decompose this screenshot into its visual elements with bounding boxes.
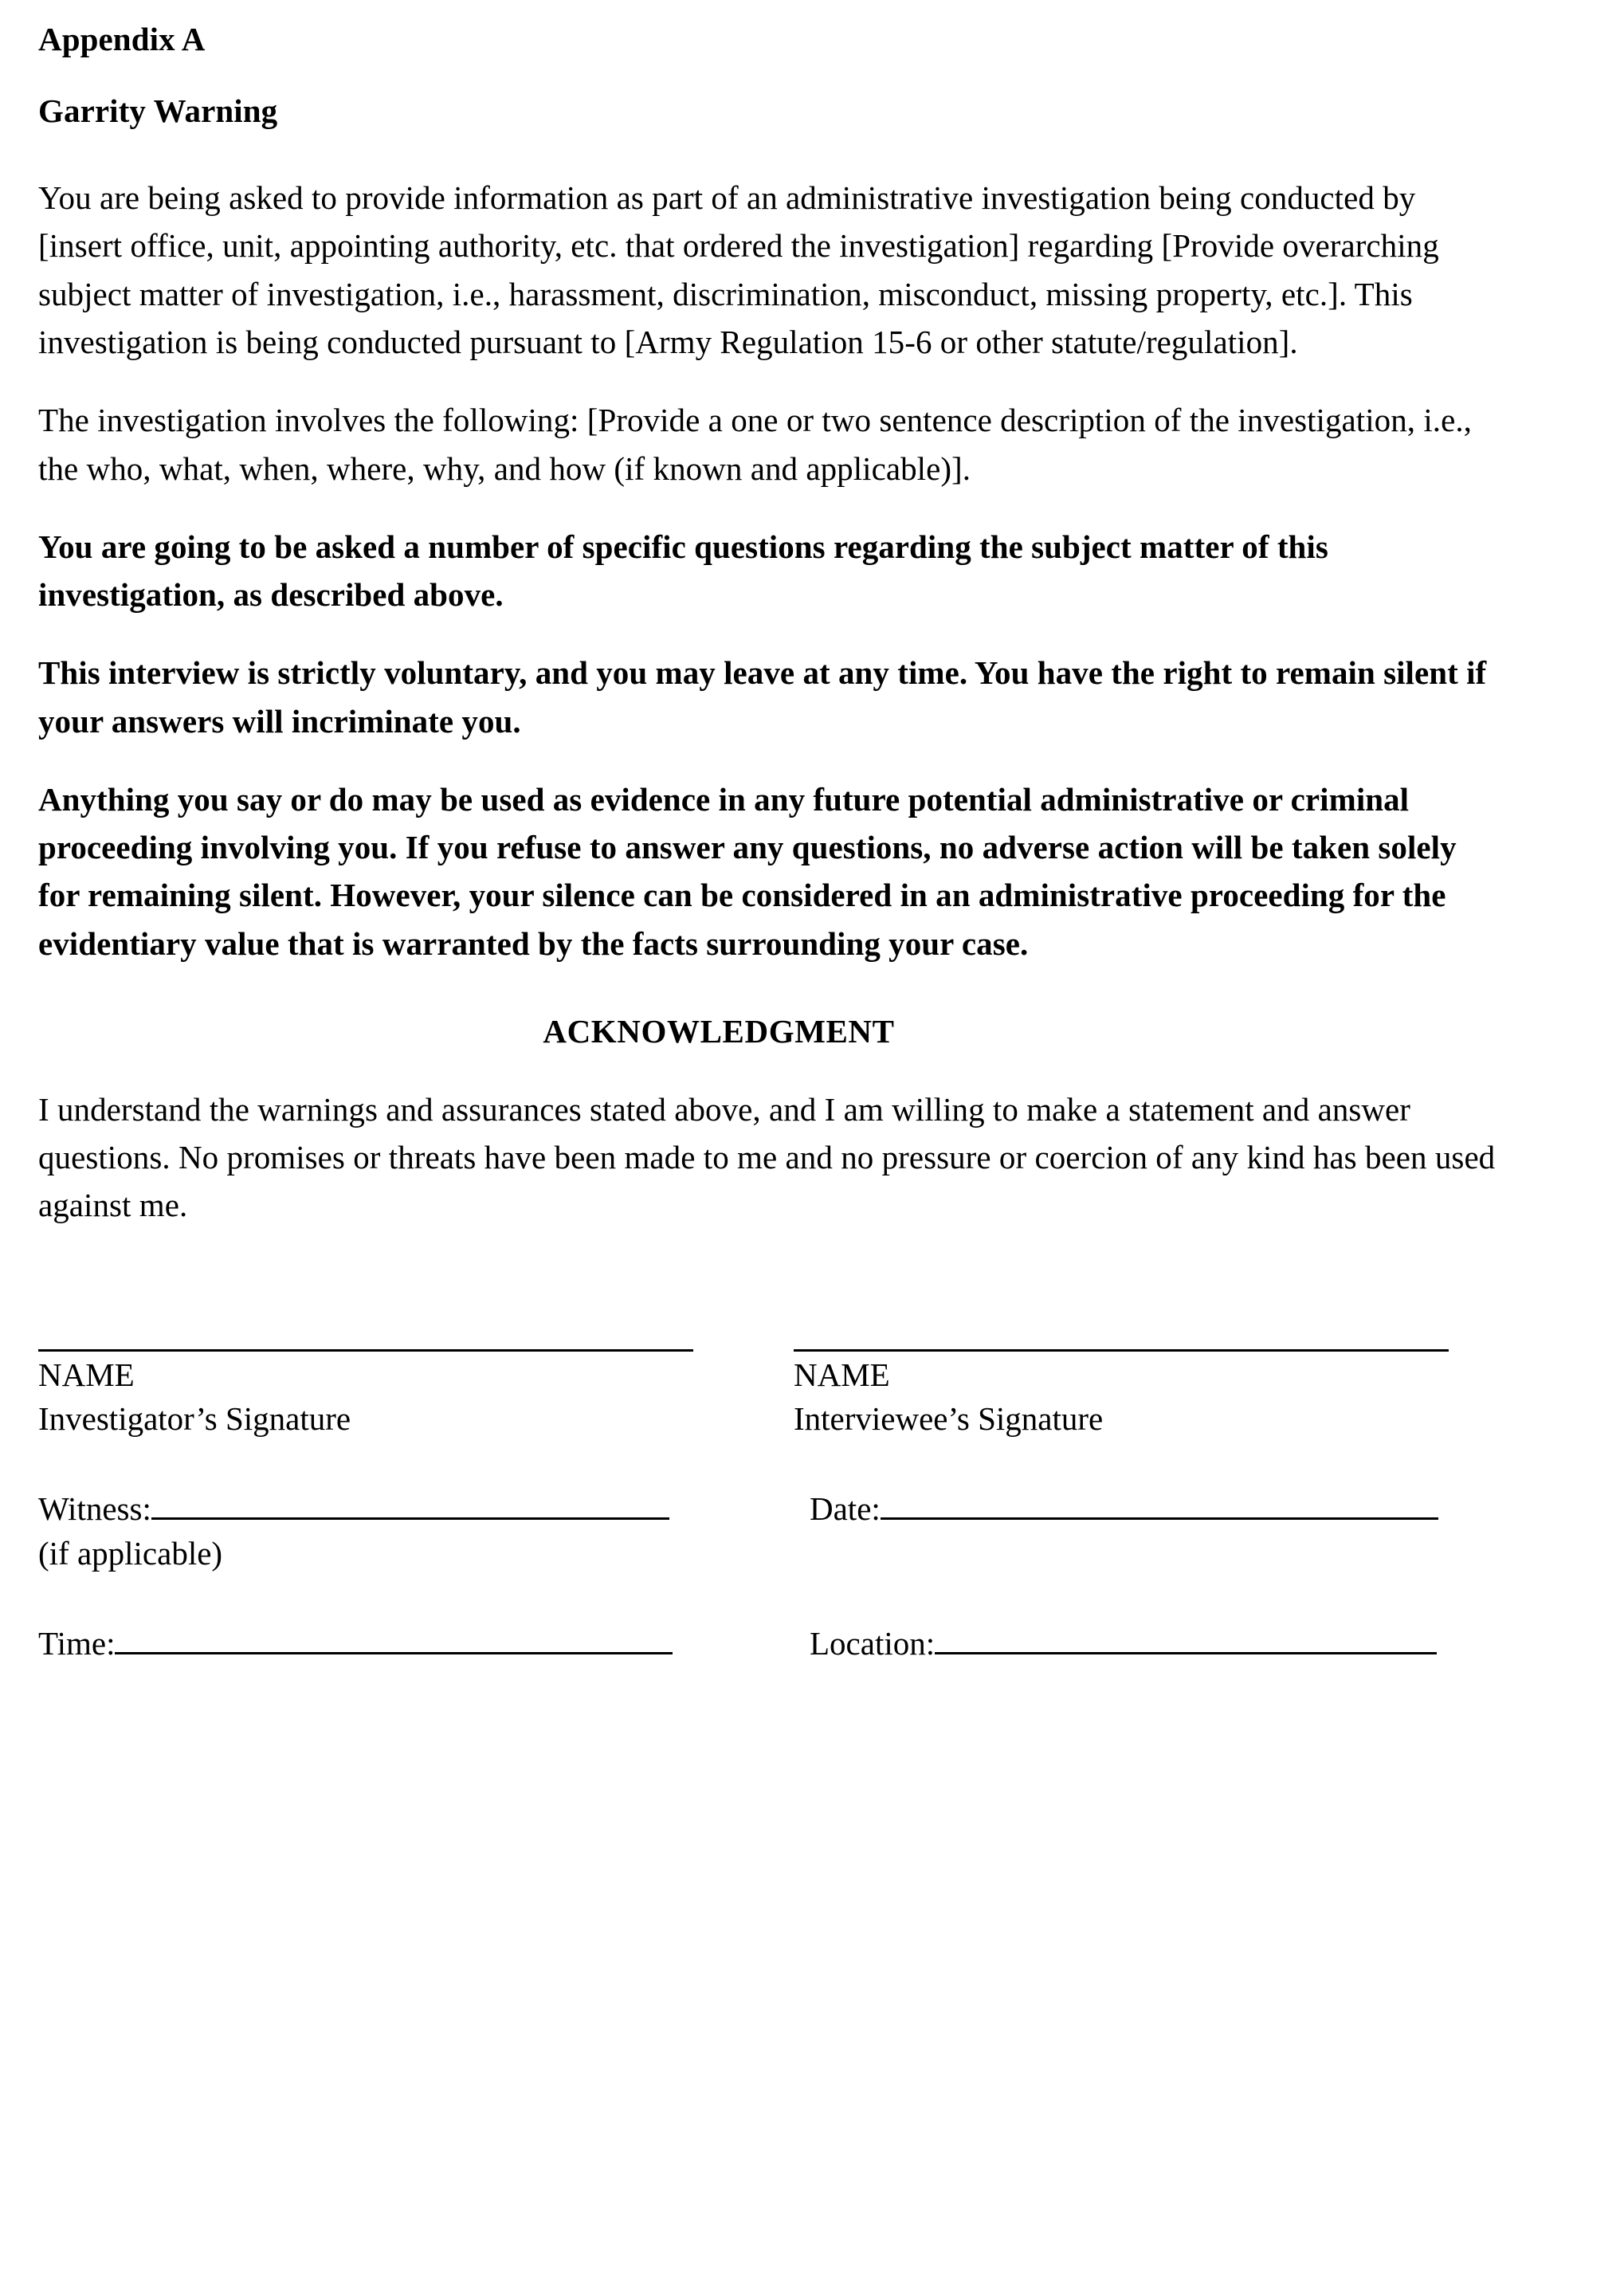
time-input-line[interactable] [115,1623,673,1654]
witness-input-line[interactable] [151,1489,669,1520]
signature-name-label-investigator: NAME [38,1356,135,1393]
section-title: Garrity Warning [38,92,278,130]
date-field [810,1487,1535,1531]
signature-role-label-interviewee: Interviewee’s Signature [794,1400,1104,1438]
paragraph-evidence-notice: Anything you say or do may be used as evidence in any future potential administrative or criminal proceeding involving you. If you refuse to answer any questions, no adverse action will be taken solely for remaining silent. However, your silence can be considered in an administrative proceeding for the evidentiary value that is warranted by the facts surrounding your case. [38,780,1457,962]
signature-column-investigator [38,1349,747,1442]
acknowledgment-text: I understand the warnings and assurances stated above, and I am willing to make a statement and answer questions. No promises or threats have been made to me and no pressure or coercion of any kind has been used against me. [38,1090,1496,1224]
paragraph-scope: The investigation involves the following: [Provide a one or two sentence description of the investigation, i.e., the who, what, when, where, why, and how (if known and applicable)]. [38,402,1472,487]
date-input-line[interactable] [881,1489,1438,1520]
date-field-block [810,1487,1535,1576]
paragraph-voluntary-notice: This interview is strictly voluntary, and you may leave at any time. You have the right to remain silent if your answers will incriminate you. [38,654,1487,740]
acknowledgment-heading: ACKNOWLEDGMENT [543,1012,895,1050]
witness-applicability-note: (if applicable) [38,1534,223,1572]
witness-date-row [38,1487,1503,1576]
time-field-block [38,1622,763,1666]
location-field [810,1622,1535,1666]
signature-block [38,1349,1503,1666]
location-field-block [810,1622,1535,1666]
paragraph-intro: You are being asked to provide information as part of an administrative investigation being conducted by [insert office, unit, appointing authority, etc. that ordered the investigation] regarding [Provide overarching subject matter of investigation, i.e., harassment, discrimination, misconduct, missing property, etc.]. This investigation is being conducted pursuant to [Army Regulation 15-6 or other statute/regulation]. [38,179,1439,361]
appendix-title: Appendix A [38,21,206,57]
witness-field [38,1487,763,1531]
location-input-line[interactable] [935,1623,1437,1654]
witness-label: Witness: [38,1490,151,1528]
signature-name-label-interviewee: NAME [794,1356,890,1393]
time-label: Time: [38,1625,116,1662]
signature-row [38,1349,1503,1442]
signature-line-interviewee[interactable] [794,1349,1449,1352]
signature-role-label-investigator: Investigator’s Signature [38,1400,351,1438]
witness-field-block [38,1487,763,1576]
paragraph-questions-notice: You are going to be asked a number of specific questions regarding the subject matter of this investigation, as described above. [38,528,1328,614]
time-location-row [38,1622,1503,1666]
time-field [38,1622,763,1666]
date-label: Date: [810,1490,881,1528]
signature-line-investigator[interactable] [38,1349,693,1352]
document-body [38,18,1503,1666]
location-label: Location: [810,1625,936,1662]
signature-column-interviewee [794,1349,1503,1442]
